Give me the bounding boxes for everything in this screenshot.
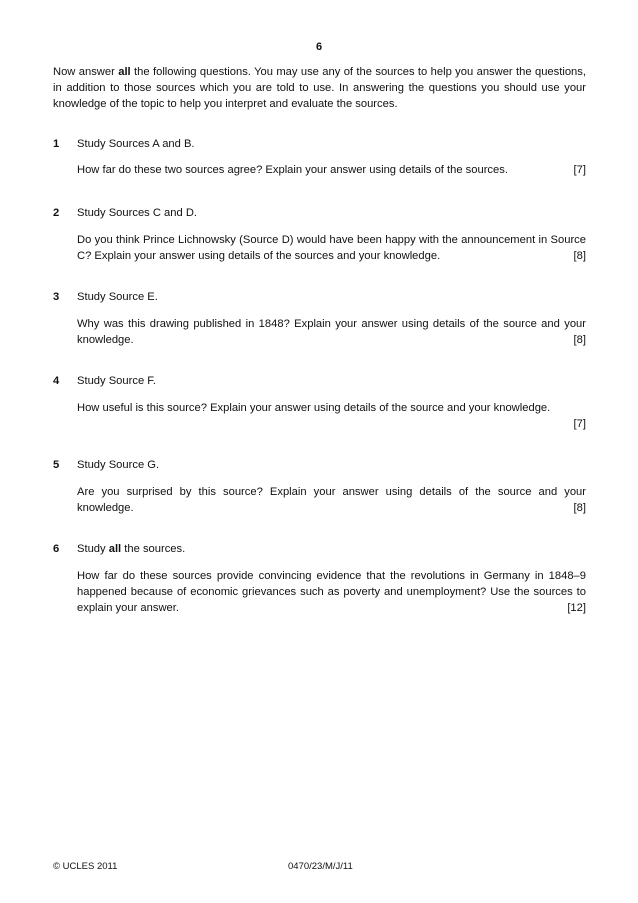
question-body <box>77 401 586 417</box>
question-5 <box>53 458 586 518</box>
question-instruction: Study Source F. <box>77 375 156 387</box>
question-instruction: Study Source G. <box>77 459 160 471</box>
question-4 <box>53 374 586 434</box>
question-number: 5 <box>53 459 60 471</box>
question-number: 6 <box>53 543 60 555</box>
question-1 <box>53 137 586 187</box>
question-number: 1 <box>53 138 60 150</box>
instruction-start: Study <box>77 543 109 555</box>
instructions-intro <box>53 65 586 112</box>
question-marks: [8] <box>573 250 586 262</box>
question-instruction: Study Source E. <box>77 291 158 303</box>
question-marks: [8] <box>573 502 586 514</box>
question-instruction <box>77 542 185 558</box>
question-text: Are you surprised by this source? Explain your answer using details of the source and your knowledge. <box>77 486 586 514</box>
question-marks: [7] <box>573 164 586 176</box>
question-text: How far do these two sources agree? Explain your answer using details of the sources. <box>77 164 508 176</box>
question-3 <box>53 290 586 350</box>
footer-paper-code: 0470/23/M/J/11 <box>288 861 353 872</box>
question-number: 3 <box>53 291 60 303</box>
question-body <box>77 485 586 517</box>
question-6 <box>53 542 586 622</box>
question-body <box>77 317 586 349</box>
question-body <box>77 233 586 265</box>
question-number: 2 <box>53 207 60 219</box>
question-text: Do you think Prince Lichnowsky (Source D) would have been happy with the announcement in Source C? Explain your answer using details of the sources and your knowledge. <box>77 234 586 262</box>
intro-text-end: the following questions. You may use any of the sources to help you answer the questions, in addition to those sources which you are told to use. In answering the questions you should use your knowledge of the topic to help you interpret and evaluate the sources. <box>53 66 586 110</box>
question-instruction: Study Sources A and B. <box>77 138 195 150</box>
intro-text-start: Now answer <box>53 66 119 78</box>
footer-copyright: © UCLES 2011 <box>53 861 118 872</box>
question-instruction: Study Sources C and D. <box>77 207 198 219</box>
question-number: 4 <box>53 375 60 387</box>
page-number: 6 <box>315 41 323 53</box>
question-body <box>77 163 586 179</box>
question-body <box>77 569 586 616</box>
question-2 <box>53 206 586 266</box>
intro-emphasis: all <box>118 66 131 78</box>
question-text: How far do these sources provide convincing evidence that the revolutions in Germany in 1848–9 happened because of economic grievances such as poverty and unemployment? Use the sources to explain your answer. <box>77 570 586 614</box>
instruction-emphasis: all <box>108 543 122 555</box>
question-text: How useful is this source? Explain your answer using details of the source and your knowledge. <box>77 402 551 414</box>
question-marks: [7] <box>573 418 586 430</box>
question-marks: [12] <box>567 602 586 614</box>
question-marks: [8] <box>573 334 586 346</box>
question-text: Why was this drawing published in 1848? Explain your answer using details of the source and your knowledge. <box>77 318 586 346</box>
instruction-end: the sources. <box>121 543 186 555</box>
